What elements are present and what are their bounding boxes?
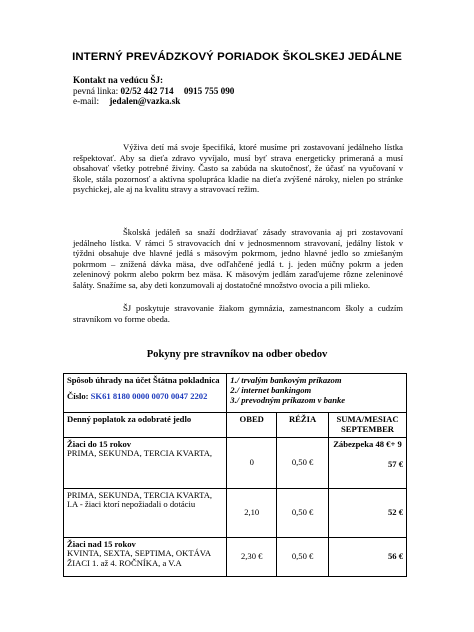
account-number: SK61 8180 0000 0070 0047 2202	[90, 390, 208, 401]
contact-heading: Kontakt na vedúcu ŠJ:	[73, 75, 164, 85]
row-lunch: 2,30 €	[227, 537, 277, 576]
row-description	[64, 437, 227, 488]
contact-block	[73, 75, 234, 107]
row-overhead: 0,50 €	[277, 437, 329, 488]
phone-number: 02/52 442 714	[120, 85, 174, 96]
payment-method: 1./ trvalým bankovým príkazom	[230, 375, 342, 385]
paragraph-text: Školská jedáleň sa snaží dodržiavať zásady stravovania aj pri zostavovaní jedálneho lístka. V rámci 5 stravovacích dní v jednosmennom stravovaní, jedálny lístok v týždni obsahuje dve hlavné jedlá s mäsovým pokrmom, jedno hlavné jedlo so zmiešaným pokrmom – znížená dávka mäsa, dve odľahčené jedlá t. j. jeden múčny pokrm a jeden zeleninový pokrm alebo pokrm bez mäsa. K mäsovým jedlám zaraďujeme rôzne zeleninové šaláty. Snažíme sa, aby deti konzumovali aj dostatočné množstvo ovocia a pili mlieko.	[73, 227, 403, 290]
account-line	[67, 392, 223, 402]
phone-row	[73, 86, 234, 97]
paragraph-nutrition	[73, 142, 403, 195]
row-classes: KVINTA, SEXTA, SEPTIMA, OKTÁVA ŽIACI 1. až 4. ROČNÍKA, a V.A	[67, 548, 211, 569]
payment-method: 3./ prevodným príkazom v banke	[230, 394, 346, 405]
row-overhead: 0,50 €	[277, 488, 329, 537]
instructions-heading: Pokyny pre stravníkov na odber obedov	[146, 349, 328, 360]
row-description	[64, 488, 227, 537]
header-row	[64, 413, 407, 438]
row-classes: PRIMA, SEKUNDA, TERCIA KVARTA, I.A - žiaci ktorí nepožiadali o dotáciu	[67, 489, 213, 510]
row-description	[64, 537, 227, 576]
table-row	[64, 537, 407, 576]
table-row	[64, 488, 407, 537]
paragraph-menu	[73, 227, 403, 291]
email-row	[73, 96, 234, 107]
header-monthly-sum: SUMA/MESIAC SEPTEMBER	[329, 413, 407, 438]
document-title: INTERNÝ PREVÁDZKOVÝ PORIADOK ŠKOLSKEJ JEDÁLNE	[72, 51, 402, 63]
paragraph-service	[73, 303, 403, 324]
phone-label: pevná linka:	[73, 85, 119, 96]
row-group: Žiaci nad 15 rokov	[67, 538, 136, 549]
row-overhead: 0,50 €	[277, 537, 329, 576]
row-classes: PRIMA, SEKUNDA, TERCIA KVARTA,	[67, 448, 213, 459]
payment-info-cell	[64, 374, 227, 413]
table-row	[64, 437, 407, 488]
paragraph-text: Výživa detí má svoje špecifiká, ktoré musíme pri zostavovaní jedálneho lístka rešpektovať. Aby sa dieťa zdravo vyvíjalo, musí byť strava energeticky primeraná a musí obsahovať všetky potrebné živiny. Často sa zabúda na skutočnosť, že účasť na vyučovaní v škole, stála pozornosť a aktívna spolupráca kladie na dieťa zvýšené nároky, nielen po stránke psychickej, ale aj na kvalitu stravy a stravovací režim.	[73, 142, 403, 195]
payment-label: Spôsob úhrady na účet Štátna pokladnica	[67, 375, 220, 385]
payment-row	[64, 374, 407, 413]
payment-method: 2./ internet bankingom	[230, 384, 312, 395]
paragraph-text: ŠJ poskytuje stravovanie žiakom gymnázia, zamestnancom školy a cudzím stravníkom vo forme obeda.	[73, 303, 403, 324]
row-total-cell	[329, 437, 407, 488]
row-lunch: 0	[227, 437, 277, 488]
row-total: 52 €	[329, 488, 407, 537]
row-group: Žiaci do 15 rokov	[67, 438, 132, 449]
fees-table	[63, 373, 407, 577]
row-total: 57 €	[387, 459, 403, 470]
header-lunch: OBED	[227, 413, 277, 438]
email-label: e-mail:	[73, 96, 100, 107]
header-description: Denný poplatok za odobraté jedlo	[64, 413, 227, 438]
row-note: Zábezpeka 48 €+ 9	[333, 438, 402, 449]
email-address: jedalen@vazka.sk	[109, 96, 181, 107]
mobile-number: 0915 755 090	[183, 85, 235, 96]
header-overhead: RÉŽIA	[277, 413, 329, 438]
payment-methods-cell	[227, 374, 407, 413]
row-total: 56 €	[329, 537, 407, 576]
account-label: Číslo:	[67, 390, 89, 401]
row-lunch: 2,10	[227, 488, 277, 537]
